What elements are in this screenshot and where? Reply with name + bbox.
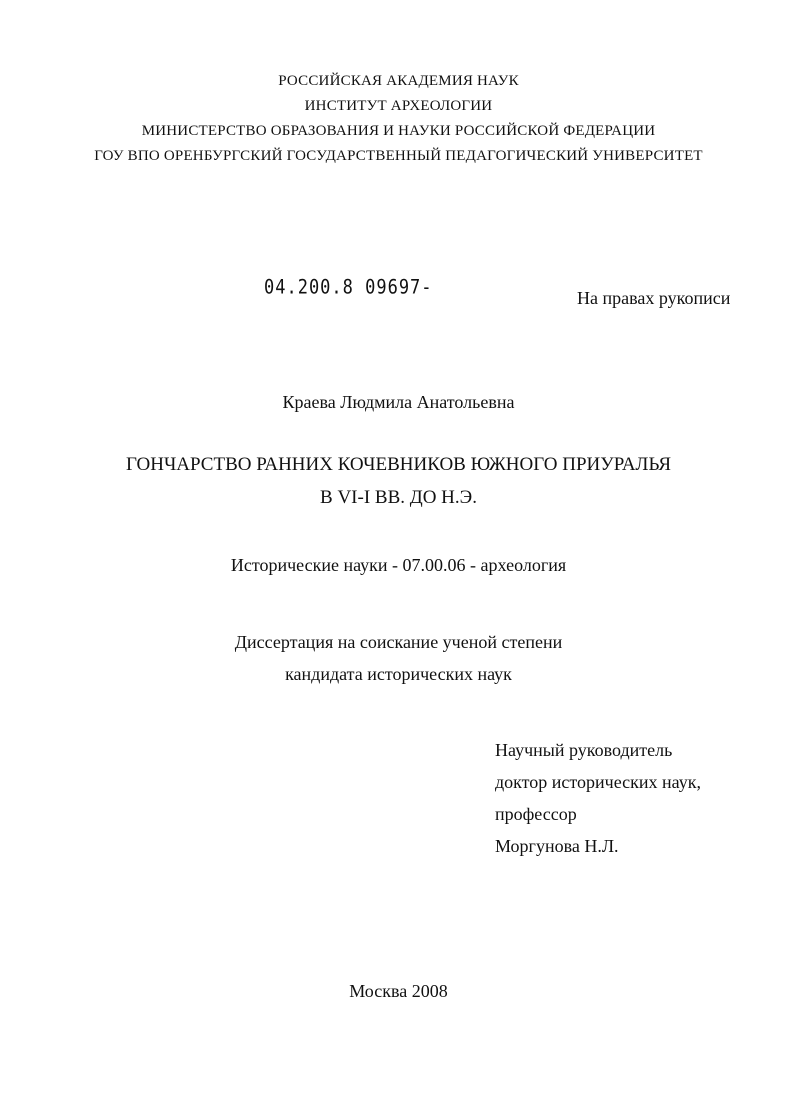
institution-academy: РОССИЙСКАЯ АКАДЕМИЯ НАУК <box>278 73 519 89</box>
degree-line: кандидата исторических наук <box>285 664 512 684</box>
advisor-name: Моргунова Н.Л. <box>495 836 619 856</box>
institution-university: ГОУ ВПО ОРЕНБУРГСКИЙ ГОСУДАРСТВЕННЫЙ ПЕДАГОГИЧЕСКИЙ УНИВЕРСИТЕТ <box>94 148 703 164</box>
advisor-degree: доктор исторических наук, <box>495 772 701 792</box>
registration-stamp: 04.200.8 09697- <box>264 276 433 299</box>
dissertation-title-period: В VI-I ВВ. ДО Н.Э. <box>320 487 477 508</box>
degree-line: Диссертация на соискание ученой степени <box>234 632 563 652</box>
dissertation-title: ГОНЧАРСТВО РАННИХ КОЧЕВНИКОВ ЮЖНОГО ПРИУРАЛЬЯ <box>125 454 672 475</box>
advisor-role: Научный руководитель <box>495 740 673 760</box>
city-year: Москва 2008 <box>349 981 448 1001</box>
specialty-code: Исторические науки - 07.00.06 - археология <box>230 555 567 575</box>
author-name: Краева Людмила Анатольевна <box>282 392 515 412</box>
advisor-title: профессор <box>495 804 577 824</box>
institution-ministry: МИНИСТЕРСТВО ОБРАЗОВАНИЯ И НАУКИ РОССИЙСКОЙ ФЕДЕРАЦИИ <box>141 123 656 139</box>
rights-note: На правах рукописи <box>577 288 731 308</box>
institution-institute: ИНСТИТУТ АРХЕОЛОГИИ <box>304 98 493 114</box>
